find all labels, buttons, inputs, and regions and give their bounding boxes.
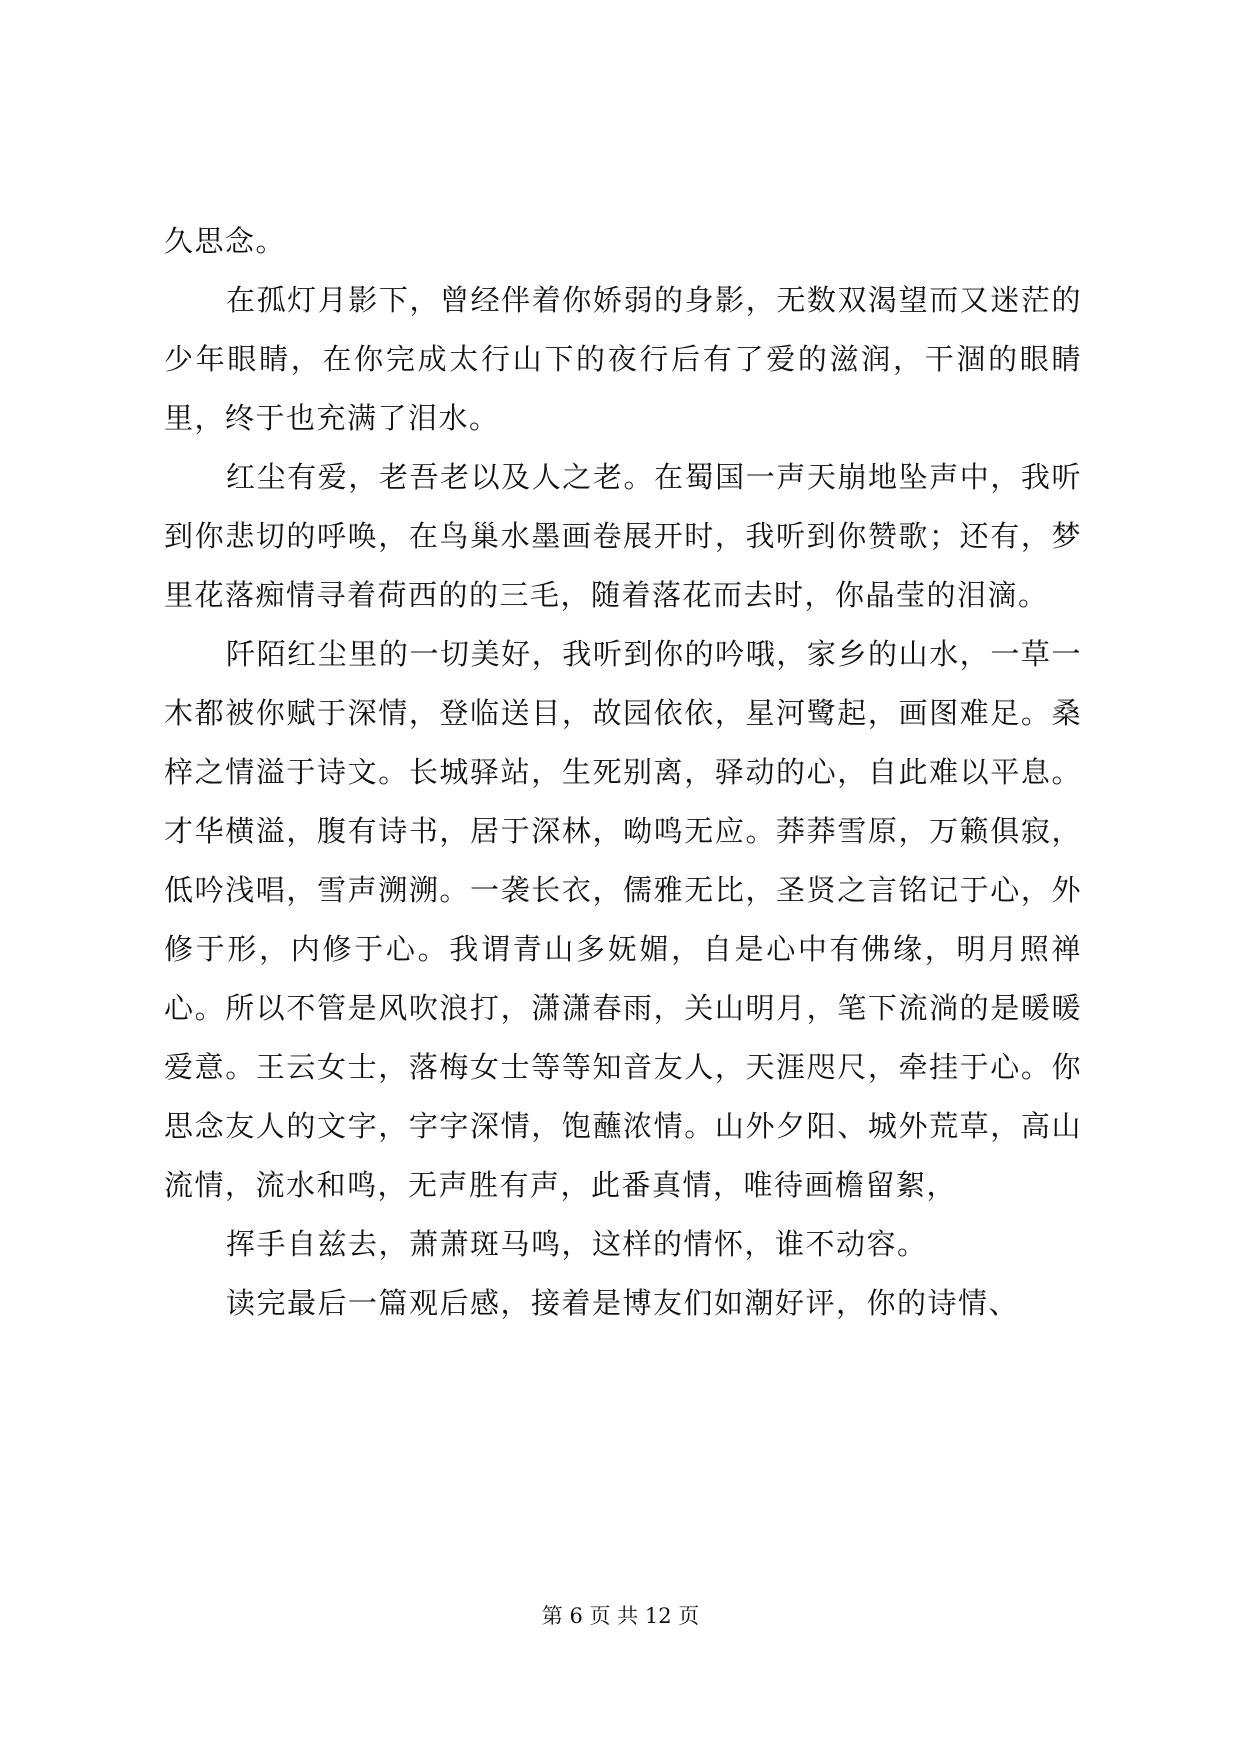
paragraph-3: 红尘有爱，老吾老以及人之老。在蜀国一声天崩地坠声中，我听到你悲切的呼唤，在鸟巢水墨画卷展开时，我听到你赞歌；还有，梦里花落痴情寻着荷西的的三毛，随着落花而去时，你晶莹的泪滴。 bbox=[164, 460, 1082, 612]
paragraph-1: 久思念。 bbox=[164, 224, 287, 258]
paragraph-5: 挥手自兹去，萧萧斑马鸣，这样的情怀，谁不动容。 bbox=[226, 1227, 928, 1261]
paragraph-2: 在孤灯月影下，曾经伴着你娇弱的身影，无数双渴望而又迷茫的少年眼睛，在你完成太行山下的夜行后有了爱的滋润，干涸的眼睛里，终于也充满了泪水。 bbox=[164, 283, 1082, 435]
page-footer: 第 6 页 共 12 页 bbox=[541, 1604, 700, 1628]
paragraph-4: 阡陌红尘里的一切美好，我听到你的吟哦，家乡的山水，一草一木都被你赋于深情，登临送目，故园依依，星河鹭起，画图难足。桑梓之情溢于诗文。长城驿站，生死别离，驿动的心，自此难以平息。才华横溢，腹有诗书，居于深林，呦鸣无应。莽莽雪原，万籁俱寂，低吟浅唱，雪声溯溯。一袭长衣，儒雅无比，圣贤之言铭记于心，外修于形，内修于心。我谓青山多妩媚，自是心中有佛缘，明月照禅心。所以不管是风吹浪打，潇潇春雨，关山明月，笔下流淌的是暖暖爱意。王云女士，落梅女士等等知音友人，天涯咫尺，牵挂于心。你思念友人的文字，字字深情，饱蘸浓情。山外夕阳、城外荒草，高山流情，流水和鸣，无声胜有声，此番真情，唯待画檐留絮， bbox=[164, 637, 1082, 1202]
paragraph-6: 读完最后一篇观后感，接着是博友们如潮好评，你的诗情、 bbox=[226, 1286, 1020, 1320]
document-body bbox=[164, 212, 1082, 1333]
